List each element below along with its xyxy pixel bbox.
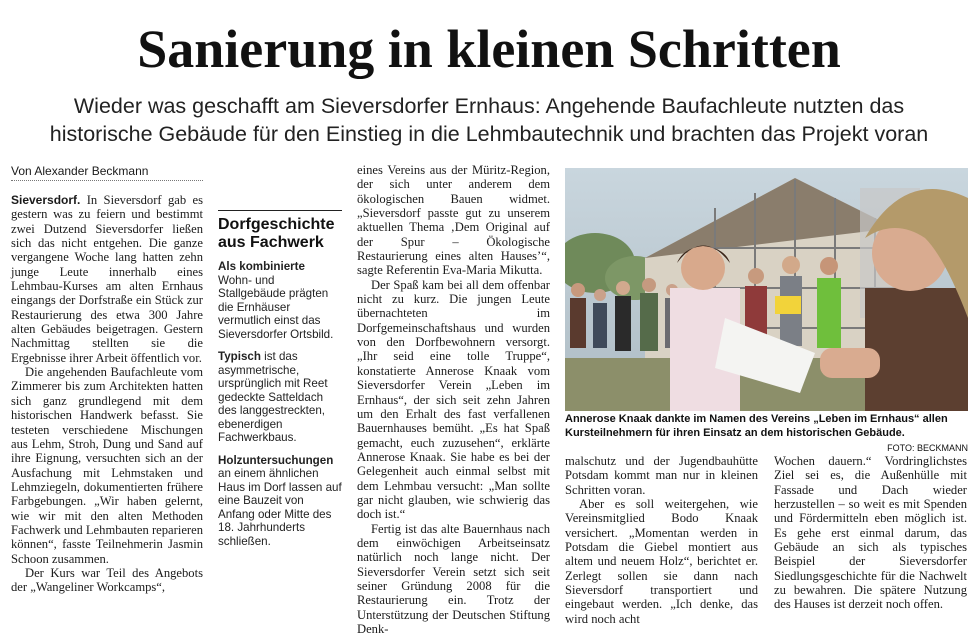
infobox xyxy=(218,210,342,557)
infobox-entry xyxy=(218,350,342,445)
photo-caption xyxy=(565,413,968,456)
photo-illustration xyxy=(565,168,968,411)
paragraph-text: In Sieversdorf gab es gestern was zu feiern und bestimmt zwei Dutzend Sieversdorfer ließen sich das nicht entgehen. Die ganze vergangene Woche lang hatten zehn junge Leute innerhalb eines Lehmbau-Kurses am alten Ernhaus eingangs der Dorfstraße ein Stück zur Restaurierung des etwa 300 Jahre alten Gebäudes beigetragen. Gestern Nachmittag stellten sie die Ergebnisse ihrer Arbeit öffentlich vor. xyxy=(11,193,203,365)
infobox-entry-lead: Typisch xyxy=(218,350,261,363)
infobox-entry xyxy=(218,260,342,341)
paragraph: Wochen dauern.“ Vordringlichstes Ziel sei es, die Außenhülle mit Fassade und Dach wieder herzustellen – so weit es mit Spenden und Fördermitteln eben möglich ist. Es gehe erst einmal darum, das Gebäude an sich als typisches Beispiel der Sieversdorfer Siedlungsgeschichte für die Nachwelt zu bewahren. Die spätere Nutzung des Hauses ist derzeit noch offen. xyxy=(774,454,967,612)
paragraph: Der Spaß kam bei all dem offenbar nicht zu kurz. Die jungen Leute übernachteten im Dorfgemeinschaftshaus und wurden von den Dorfbewohnern versorgt. „Ihr seid eine tolle Truppe“, konstatierte Annerose Knaak vom Sieversdorfer Verein „Leben im Ernhaus“, der sich seit zehn Jahren um den Erhalt des fast verfallenen Bauernhauses bemüht. „Es hat Spaß gemacht, euch zuzusehen“, erklärte Annerose Knaak. Sie habe es bei der Gelegenheit auch einmal selbst mit dem Lehmbau versucht: „Man sollte gar nicht glauben, wie schwierig das doch ist.“ xyxy=(357,277,550,522)
paragraph: Der Kurs war Teil des Angebots der „Wangeliner Workcamps“, xyxy=(11,565,203,595)
infobox-entry xyxy=(218,454,342,549)
article-column-5 xyxy=(774,454,967,612)
infobox-entry-text: Wohn- und Stallgebäude prägten die Ernhäuser vermutlich einst das Sieversdorfer Ortsbild. xyxy=(218,273,334,341)
paragraph: Die angehenden Baufachleute vom Zimmerer bis zum Architekten hatten sich ganz grundlegend mit dem historischen Handwerk befasst. Sie testeten verschiedene Mischungen aus Lehm, Stroh, Dung und Sand auf ihre Eignung, versuchten sich an der Ausfachung mit Lehmstaken und Lehmziegeln, dokumentierten frühere Farbgebungen. „Wir haben gelernt, wie wir mit den alten Methoden Fachwerk und Lehmbauten reparieren können“, fasste Teilnehmerin Jasmin Schoon zusammen. xyxy=(11,365,203,566)
subhead xyxy=(0,92,978,148)
photo-credit: FOTO: BECKMANN xyxy=(887,443,968,453)
paragraph: Fertig ist das alte Bauernhaus nach dem einwöchigen Arbeitseinsatz natürlich noch lange nicht. Der Sieversdorfer Verein setzt sich seit seiner Gründung 2008 für die Restaurierung ein. Trotz der Unterstützung der Deutschen Stiftung Denk- xyxy=(357,521,550,636)
dateline: Sieversdorf. xyxy=(11,193,81,207)
caption-text: Annerose Knaak dankte im Namen des Vereins „Leben im Ernhaus“ allen Kursteilnehmern für ihren Einsatz an dem historischen Gebäude. xyxy=(565,413,948,439)
subhead-line-1: Wieder was geschafft am Sieversdorfer Ernhaus: Angehende Baufachleute nutzten das xyxy=(73,94,905,118)
article-column-3 xyxy=(357,163,550,636)
paragraph: Aber es soll weitergehen, wie Vereinsmitglied Bodo Knaak versichert. „Momentan werden in Potsdam die Giebel montiert aus altem und neuem Holz“, berichtet er. Zerlegt sollen sie dann nach Sieversdorf transportiert und eingebaut werden. „Ich denke, das wird noch acht xyxy=(565,497,758,626)
article-column-1 xyxy=(11,193,203,595)
infobox-entry-text: ist das asymmetrische, ursprünglich mit Reet gedeckte Satteldach des langgestreckten, ebenerdigen Fachwerkbaus. xyxy=(218,350,328,444)
headline: Sanierung in kleinen Schritten xyxy=(137,19,841,79)
paragraph xyxy=(11,193,203,365)
byline: Von Alexander Beckmann xyxy=(11,164,203,181)
article-column-4 xyxy=(565,454,758,626)
infobox-entry-lead: Holzuntersuchungen xyxy=(218,453,334,467)
infobox-entry-text: an einem ähnlichen Haus im Dorf lassen auf eine Bauzeit von Anfang oder Mitte des 18. Jahrhunderts schließen. xyxy=(218,467,342,548)
infobox-entry-lead: Als kombinierte xyxy=(218,260,305,273)
paragraph: malschutz und der Jugendbauhütte Potsdam kommt man nur in kleinen Schritten voran. xyxy=(565,454,758,497)
infobox-title: Dorfgeschichte aus Fachwerk xyxy=(218,216,335,251)
news-photo xyxy=(565,168,968,411)
paragraph: eines Vereins aus der Müritz-Region, der sich unter anderem dem ökologischen Bauen widmet. „Sieversdorf passte gut zu unserem aktuellen Thema ‚Dem Original auf der Spur – Ökologische Restaurierung eines alten Hauses’“, sagte Referentin Eva-Maria Mikutta. xyxy=(357,163,550,278)
subhead-line-2: historische Gebäude für den Einstieg in die Lehmbautechnik und brachten das Projekt voran xyxy=(49,122,929,146)
